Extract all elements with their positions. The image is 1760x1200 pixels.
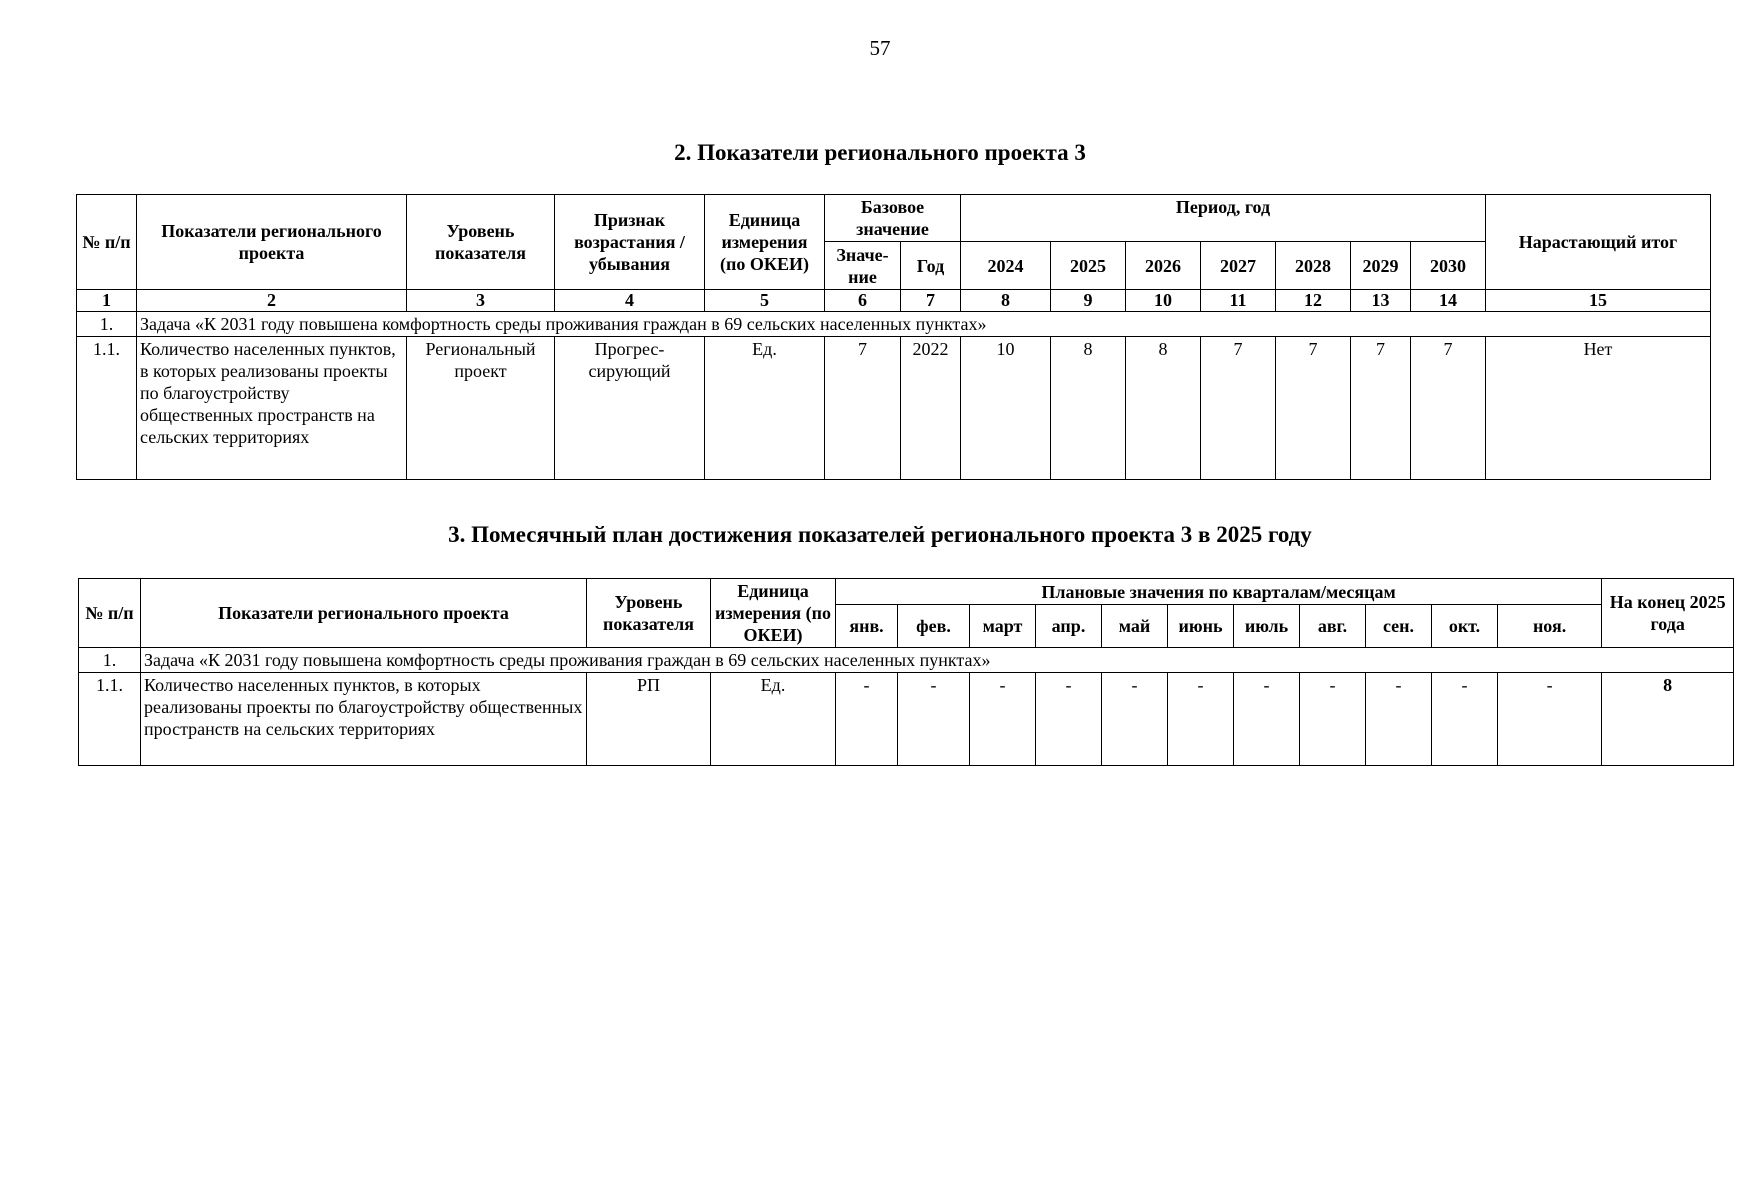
header-month: авг. [1300,605,1366,648]
table-row [79,673,1734,766]
column-number: 4 [555,290,705,312]
row-month-value: - [836,673,898,766]
column-number: 2 [137,290,407,312]
header-month: июнь [1168,605,1234,648]
row-indicator: Количество населенных пунктов, в которых реализованы проекты по благоустройству общественных пространств на сельских территориях [137,337,407,480]
column-number: 13 [1351,290,1411,312]
header-year: 2025 [1051,242,1126,290]
row-month-value: - [1498,673,1602,766]
row-month-value: - [898,673,970,766]
row-num: 1.1. [79,673,141,766]
header-period: Период, год [961,195,1486,242]
column-number: 10 [1126,290,1201,312]
column-number: 14 [1411,290,1486,312]
row-month-value: - [1432,673,1498,766]
row-month-value: - [1102,673,1168,766]
row-num: 1.1. [77,337,137,480]
task-text: Задача «К 2031 году повышена комфортность среды проживания граждан в 69 сельских населенных пунктах» [137,312,1711,337]
header-month: апр. [1036,605,1102,648]
page-number: 57 [869,36,891,60]
header-year: 2026 [1126,242,1201,290]
row-year-value: 7 [1411,337,1486,480]
row-month-value: - [970,673,1036,766]
row-year-value: 10 [961,337,1051,480]
row-year-value: 8 [1051,337,1126,480]
row-year-value: 7 [1276,337,1351,480]
row-trend: Прогрес-сирующий [555,337,705,480]
row-month-value: - [1168,673,1234,766]
header-month: май [1102,605,1168,648]
header-year: 2028 [1276,242,1351,290]
header-unit: Единица измерения (по ОКЕИ) [705,195,825,290]
header-num: № п/п [79,579,141,648]
header-year: 2030 [1411,242,1486,290]
header-year: 2027 [1201,242,1276,290]
header-unit: Единица измерения (по ОКЕИ) [711,579,836,648]
indicators-table [76,194,1711,480]
column-number: 6 [825,290,901,312]
section-2-title: 2. Показатели регионального проекта 3 [674,140,1086,165]
row-unit: Ед. [711,673,836,766]
row-base-year: 2022 [901,337,961,480]
header-base: Базовое значение [825,195,961,242]
row-month-value: - [1366,673,1432,766]
table-row [77,337,1711,480]
task-text: Задача «К 2031 году повышена комфортность среды проживания граждан в 69 сельских населенных пунктах» [141,648,1734,673]
header-base-year: Год [901,242,961,290]
column-number: 12 [1276,290,1351,312]
header-month: март [970,605,1036,648]
row-month-value: - [1036,673,1102,766]
header-year: 2029 [1351,242,1411,290]
column-number: 8 [961,290,1051,312]
row-level: Региональный проект [407,337,555,480]
row-level: РП [587,673,711,766]
header-year: 2024 [961,242,1051,290]
task-num: 1. [79,648,141,673]
header-level: Уровень показателя [587,579,711,648]
row-month-value: - [1234,673,1300,766]
monthly-plan-table [78,578,1734,766]
header-num: № п/п [77,195,137,290]
header-indicator: Показатели регионального проекта [137,195,407,290]
header-month: июль [1234,605,1300,648]
row-year-value: 7 [1351,337,1411,480]
header-month: сен. [1366,605,1432,648]
row-unit: Ед. [705,337,825,480]
column-number: 9 [1051,290,1126,312]
row-base-value: 7 [825,337,901,480]
row-indicator: Количество населенных пунктов, в которых реализованы проекты по благоустройству общественных пространств на сельских территориях [141,673,587,766]
row-end-of-year: 8 [1602,673,1734,766]
header-cumulative: Нарастающий итог [1486,195,1711,290]
column-number: 7 [901,290,961,312]
header-month: фев. [898,605,970,648]
row-year-value: 8 [1126,337,1201,480]
header-indicator: Показатели регионального проекта [141,579,587,648]
header-month: окт. [1432,605,1498,648]
header-month: янв. [836,605,898,648]
row-cumulative: Нет [1486,337,1711,480]
row-year-value: 7 [1201,337,1276,480]
section-3-title: 3. Помесячный план достижения показателей регионального проекта 3 в 2025 году [448,522,1312,547]
task-num: 1. [77,312,137,337]
header-month: ноя. [1498,605,1602,648]
header-end-of-year: На конец 2025 года [1602,579,1734,648]
row-month-value: - [1300,673,1366,766]
header-planned: Плановые значения по кварталам/месяцам [836,579,1602,605]
header-level: Уровень показателя [407,195,555,290]
header-base-value: Значе-ние [825,242,901,290]
column-number: 15 [1486,290,1711,312]
column-number: 5 [705,290,825,312]
header-trend: Признак возрастания / убывания [555,195,705,290]
column-number: 11 [1201,290,1276,312]
column-number: 3 [407,290,555,312]
column-number: 1 [77,290,137,312]
